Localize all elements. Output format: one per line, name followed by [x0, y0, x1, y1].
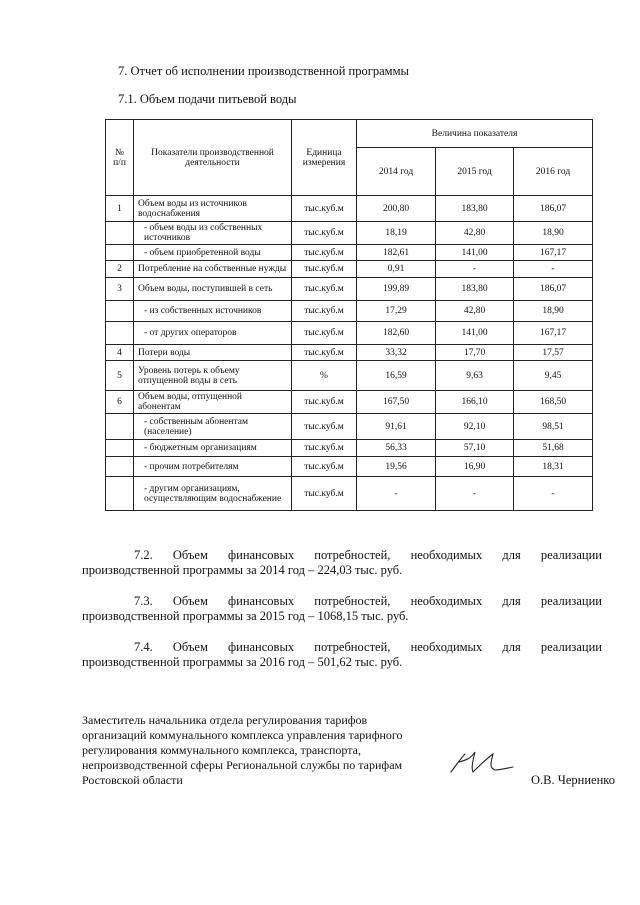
paragraph-word: необходимых [410, 594, 483, 608]
row-value-2015: 141,00 [436, 245, 514, 261]
signatory-position [82, 713, 442, 788]
section-heading: 7. Отчет об исполнении производственной программы [118, 64, 409, 78]
row-value-2014: 56,33 [357, 440, 436, 457]
row-num [106, 477, 134, 511]
row-unit: тыс.куб.м [292, 261, 357, 278]
table-row [106, 361, 593, 391]
table-row [106, 391, 593, 414]
row-value-2015: 42,80 [436, 222, 514, 245]
row-value-2015: 183,80 [436, 196, 514, 222]
table-row [106, 245, 593, 261]
paragraph-word: потребностей, [314, 640, 391, 654]
paragraph-word: Объем [172, 548, 208, 562]
row-value-2014: - [357, 477, 436, 511]
table-row [106, 457, 593, 477]
signatory-line: непроизводственной сферы Региональной службы по тарифам [82, 758, 403, 772]
paragraph-line1 [82, 548, 602, 563]
signatory-line: организаций коммунального комплекса управления тарифного [82, 728, 403, 742]
row-unit: % [292, 361, 357, 391]
paragraph-word: необходимых [410, 640, 483, 654]
paragraph-word: для [502, 640, 521, 654]
paragraph-line1 [82, 640, 602, 655]
paragraph-line1 [82, 594, 602, 609]
header-indicator: Показатели производственной деятельности [134, 120, 292, 196]
row-value-2015: 183,80 [436, 278, 514, 301]
header-year-2015: 2015 год [436, 148, 514, 196]
row-value-2015: 9,63 [436, 361, 514, 391]
row-value-2016: 186,07 [514, 196, 593, 222]
row-unit: тыс.куб.м [292, 301, 357, 322]
row-indicator: - объем приобретенной воды [134, 245, 292, 261]
table-body [106, 196, 593, 511]
row-indicator: - бюджетным организациям [134, 440, 292, 457]
row-value-2014: 167,50 [357, 391, 436, 414]
header-unit: Единица измерения [292, 120, 357, 196]
row-unit: тыс.куб.м [292, 196, 357, 222]
paragraph-word: реализации [540, 548, 602, 562]
row-num: 4 [106, 345, 134, 361]
subsection-heading: 7.1. Объем подачи питьевой воды [118, 92, 297, 106]
row-indicator: Уровень потерь к объему отпущенной воды в сеть [134, 361, 292, 391]
table-row [106, 261, 593, 278]
table-row [106, 322, 593, 345]
paragraph-word: для [502, 548, 521, 562]
row-value-2014: 19,56 [357, 457, 436, 477]
table-row [106, 440, 593, 457]
row-unit: тыс.куб.м [292, 477, 357, 511]
row-value-2014: 0,91 [357, 261, 436, 278]
header-year-2016: 2016 год [514, 148, 593, 196]
signatory-line: Заместитель начальника отдела регулирования тарифов [82, 713, 368, 727]
header-year-2014: 2014 год [357, 148, 436, 196]
paragraph-word: потребностей, [314, 548, 391, 562]
row-indicator: Объем воды, отпущенной абонентам [134, 391, 292, 414]
row-value-2016: 18,90 [514, 301, 593, 322]
row-indicator: Потребление на собственные нужды [134, 261, 292, 278]
row-indicator: - другим организациям, осуществляющим водоснабжение [134, 477, 292, 511]
row-value-2014: 16,59 [357, 361, 436, 391]
row-unit: тыс.куб.м [292, 222, 357, 245]
row-value-2016: - [514, 477, 593, 511]
row-num [106, 301, 134, 322]
header-num: № п/п [106, 120, 134, 196]
row-unit: тыс.куб.м [292, 278, 357, 301]
row-unit: тыс.куб.м [292, 391, 357, 414]
row-value-2016: 186,07 [514, 278, 593, 301]
table-row [106, 414, 593, 440]
row-value-2016: 18,90 [514, 222, 593, 245]
row-num: 5 [106, 361, 134, 391]
row-indicator: Объем воды, поступившей в сеть [134, 278, 292, 301]
handwritten-signature [445, 742, 515, 778]
row-indicator: Объем воды из источников водоснабжения [134, 196, 292, 222]
paragraph-line2: производственной программы за 2015 год – 1068,15 тыс. руб. [82, 609, 409, 623]
row-indicator: - от других операторов [134, 322, 292, 345]
row-num [106, 222, 134, 245]
paragraph-7-4 [82, 640, 602, 670]
row-num [106, 440, 134, 457]
row-unit: тыс.куб.м [292, 245, 357, 261]
row-value-2016: 168,50 [514, 391, 593, 414]
row-value-2016: 167,17 [514, 322, 593, 345]
row-value-2014: 200,80 [357, 196, 436, 222]
row-value-2016: 17,57 [514, 345, 593, 361]
row-value-2015: 92,10 [436, 414, 514, 440]
row-num [106, 457, 134, 477]
row-value-2014: 17,29 [357, 301, 436, 322]
row-value-2015: - [436, 261, 514, 278]
row-num: 6 [106, 391, 134, 414]
row-unit: тыс.куб.м [292, 457, 357, 477]
row-indicator: Потери воды [134, 345, 292, 361]
signatory-line: Ростовской области [82, 773, 183, 787]
table-row [106, 301, 593, 322]
row-value-2014: 33,32 [357, 345, 436, 361]
paragraph-word: финансовых [228, 548, 295, 562]
row-value-2014: 182,61 [357, 245, 436, 261]
row-value-2016: 18,31 [514, 457, 593, 477]
row-num [106, 322, 134, 345]
row-value-2014: 91,61 [357, 414, 436, 440]
row-value-2016: 9,45 [514, 361, 593, 391]
table-row [106, 345, 593, 361]
table-row [106, 222, 593, 245]
paragraph-word: для [502, 594, 521, 608]
row-value-2015: - [436, 477, 514, 511]
signatory-line: регулирования коммунального комплекса, транспорта, [82, 743, 361, 757]
row-value-2016: 167,17 [514, 245, 593, 261]
paragraph-word: финансовых [228, 640, 295, 654]
row-num: 2 [106, 261, 134, 278]
paragraph-line2: производственной программы за 2014 год – 224,03 тыс. руб. [82, 563, 403, 577]
signatory-name: О.В. Черниенко [531, 773, 615, 787]
header-value-group: Величина показателя [357, 120, 593, 148]
table-row [106, 196, 593, 222]
paragraph-word: 7.4. [134, 640, 153, 654]
paragraph-7-3 [82, 594, 602, 624]
row-value-2014: 182,60 [357, 322, 436, 345]
row-num [106, 414, 134, 440]
paragraph-word: финансовых [228, 594, 295, 608]
row-value-2015: 42,80 [436, 301, 514, 322]
paragraph-word: Объем [172, 594, 208, 608]
paragraph-word: реализации [540, 594, 602, 608]
row-value-2014: 199,89 [357, 278, 436, 301]
row-value-2015: 16,90 [436, 457, 514, 477]
row-value-2015: 17,70 [436, 345, 514, 361]
row-num [106, 245, 134, 261]
row-unit: тыс.куб.м [292, 440, 357, 457]
paragraph-word: необходимых [410, 548, 483, 562]
paragraph-word: 7.3. [134, 594, 153, 608]
row-indicator: - собственным абонентам (население) [134, 414, 292, 440]
paragraph-word: Объем [172, 640, 208, 654]
row-indicator: - прочим потребителям [134, 457, 292, 477]
paragraph-line2: производственной программы за 2016 год – 501,62 тыс. руб. [82, 655, 403, 669]
row-value-2015: 141,00 [436, 322, 514, 345]
row-value-2015: 57,10 [436, 440, 514, 457]
row-unit: тыс.куб.м [292, 322, 357, 345]
table-row [106, 278, 593, 301]
row-value-2016: 51,68 [514, 440, 593, 457]
row-indicator: - объем воды из собственных источников [134, 222, 292, 245]
row-value-2015: 166,10 [436, 391, 514, 414]
paragraph-word: 7.2. [134, 548, 153, 562]
row-unit: тыс.куб.м [292, 345, 357, 361]
row-unit: тыс.куб.м [292, 414, 357, 440]
row-value-2014: 18,19 [357, 222, 436, 245]
row-indicator: - из собственных источников [134, 301, 292, 322]
paragraph-word: реализации [540, 640, 602, 654]
paragraph-word: потребностей, [314, 594, 391, 608]
row-value-2016: - [514, 261, 593, 278]
table-row [106, 477, 593, 511]
row-num: 3 [106, 278, 134, 301]
paragraph-7-2 [82, 548, 602, 578]
water-supply-table [105, 119, 593, 511]
row-value-2016: 98,51 [514, 414, 593, 440]
row-num: 1 [106, 196, 134, 222]
